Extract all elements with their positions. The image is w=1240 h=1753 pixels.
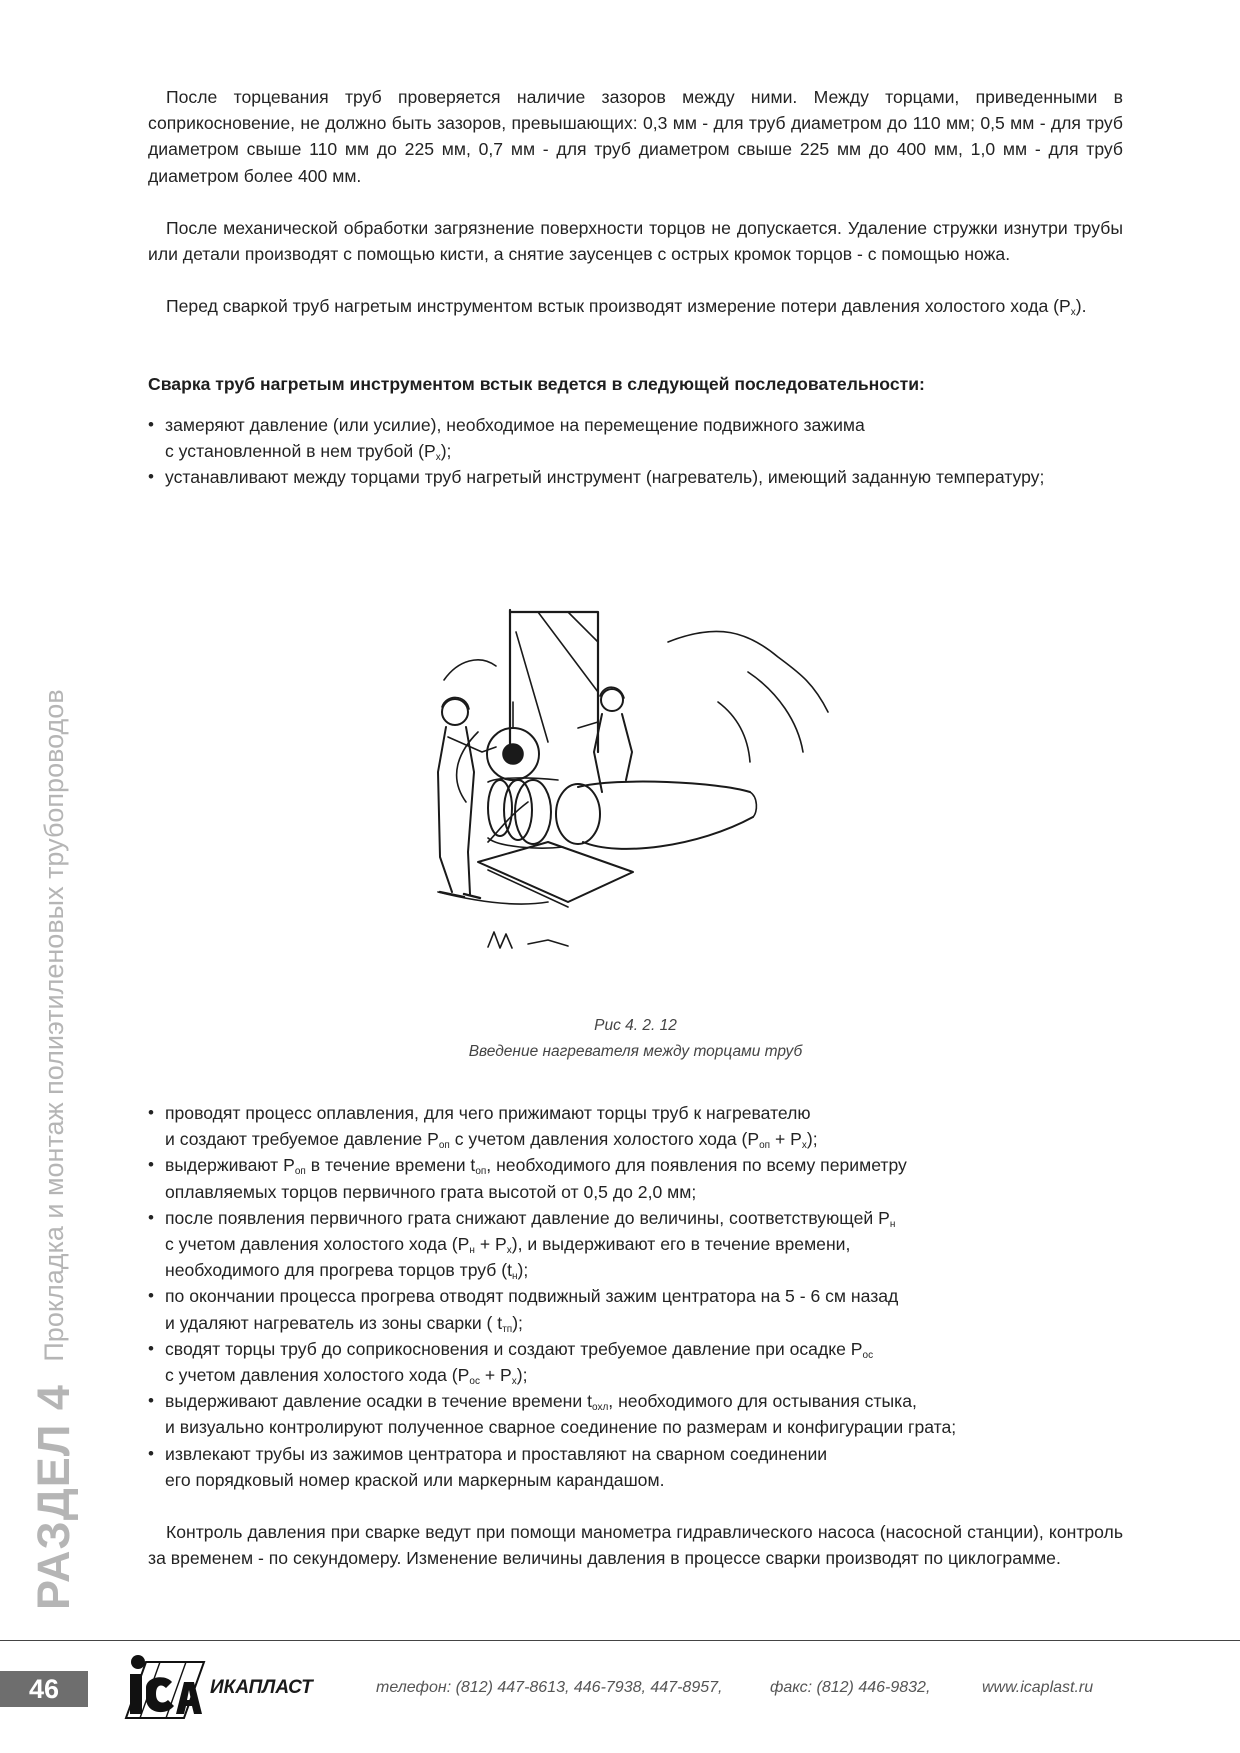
paragraph-pressure-control: Контроль давления при сварке ведут при помощи манометра гидравлического насоса (насосной станции), контроль за временем - по секундомеру. Изменение величины давления в процессе сварки производят по циклограмме. bbox=[148, 1522, 1123, 1569]
footer-website[interactable]: www.icaplast.ru bbox=[982, 1679, 1094, 1696]
welding-illustration bbox=[418, 602, 858, 1002]
ica-logo-icon bbox=[116, 1648, 206, 1724]
list-item: • устанавливают между торцами труб нагретый инструмент (нагреватель), имеющий заданную температуру; bbox=[148, 464, 1123, 490]
list-item: • после появления первичного грата снижают давление до величины, соответствующей $P_н$ с учетом давления холостого хода $(P_н + P_x)$, и выдерживают его в течение времени, необходимого для прогрева торцов труб $(t_н)$; bbox=[148, 1205, 1123, 1284]
steps-list-2 bbox=[148, 1100, 1123, 1493]
section-label: РАЗДЕЛ 4 bbox=[28, 1384, 79, 1610]
list-item: • сводят торцы труб до соприкосновения и создают требуемое давление при осадке $P_{ос}$ с учетом давления холостого хода $(P_{ос} + P_x)$; bbox=[148, 1336, 1123, 1388]
section-heading: Сварка труб нагретым инструментом встык ведется в следующей последовательности: bbox=[148, 374, 925, 395]
footer-divider bbox=[0, 1640, 1240, 1641]
main-text-top bbox=[148, 84, 1123, 490]
main-text-bottom bbox=[148, 1100, 1123, 1571]
brand-name: ИКАПЛАСТ bbox=[210, 1677, 313, 1698]
list-item: • выдерживают $P_{оп}$ в течение времени $t_{оп}$, необходимого для появления по всему периметру оплавляемых торцов первичного грата высотой от 0,5 до 2,0 мм; bbox=[148, 1152, 1123, 1204]
page-number: 46 bbox=[0, 1671, 88, 1707]
figure-number: Рис 4. 2. 12 bbox=[594, 1017, 677, 1034]
section-subtitle: Прокладка и монтаж полиэтиленовых трубопроводов bbox=[38, 689, 69, 1362]
steps-list-1 bbox=[148, 412, 1123, 491]
list-item: • выдерживают давление осадки в течение времени $t_{охл}$, необходимого для остывания стыка, и визуально контролируют полученное сварное соединение по размерам и конфигурации грата; bbox=[148, 1388, 1123, 1440]
side-section-title bbox=[28, 610, 92, 1610]
footer-phone: телефон: (812) 447-8613, 446-7938, 447-8957, bbox=[376, 1679, 723, 1696]
figure-caption: Введение нагревателя между торцами труб bbox=[468, 1043, 803, 1060]
paragraph-idle-pressure: Перед сваркой труб нагретым инструментом встык производят измерение потери давления холостого хода $(P_x)$. bbox=[166, 296, 1087, 319]
list-item: • замеряют давление (или усилие), необходимое на перемещение подвижного зажима с установленной в нем трубой $(P_x)$; bbox=[148, 412, 1123, 464]
list-item: • извлекают трубы из зажимов центратора и проставляют на сварном соединении его порядковый номер краской или маркерным карандашом. bbox=[148, 1441, 1123, 1493]
list-item: • проводят процесс оплавления, для чего прижимают торцы труб к нагревателю и создают требуемое давление $P_{оп}$ с учетом давления холостого хода $(P_{оп} + P_x)$; bbox=[148, 1100, 1123, 1152]
list-item: • по окончании процесса прогрева отводят подвижный зажим центратора на 5 - 6 см назад и удаляют нагреватель из зоны сварки ( $t_{тп}$); bbox=[148, 1283, 1123, 1335]
footer-fax: факс: (812) 446-9832, bbox=[770, 1679, 931, 1696]
paragraph-gaps: После торцевания труб проверяется наличие зазоров между ними. Между торцами, приведенными в соприкосновение, не должно быть зазоров, превышающих: 0,3 мм - для труб диаметром до 110 мм; 0,5 мм - для труб диаметром свыше 110 мм до 225 мм, 0,7 мм - для труб диаметром свыше 225 мм до 400 мм, 1,0 мм - для труб диаметром более 400 мм. bbox=[148, 87, 1123, 186]
paragraph-cleaning: После механической обработки загрязнение поверхности торцов не допускается. Удаление стружки изнутри трубы или детали производят с помощью кисти, а снятие заусенцев с острых кромок торцов - с помощью ножа. bbox=[148, 217, 1123, 265]
